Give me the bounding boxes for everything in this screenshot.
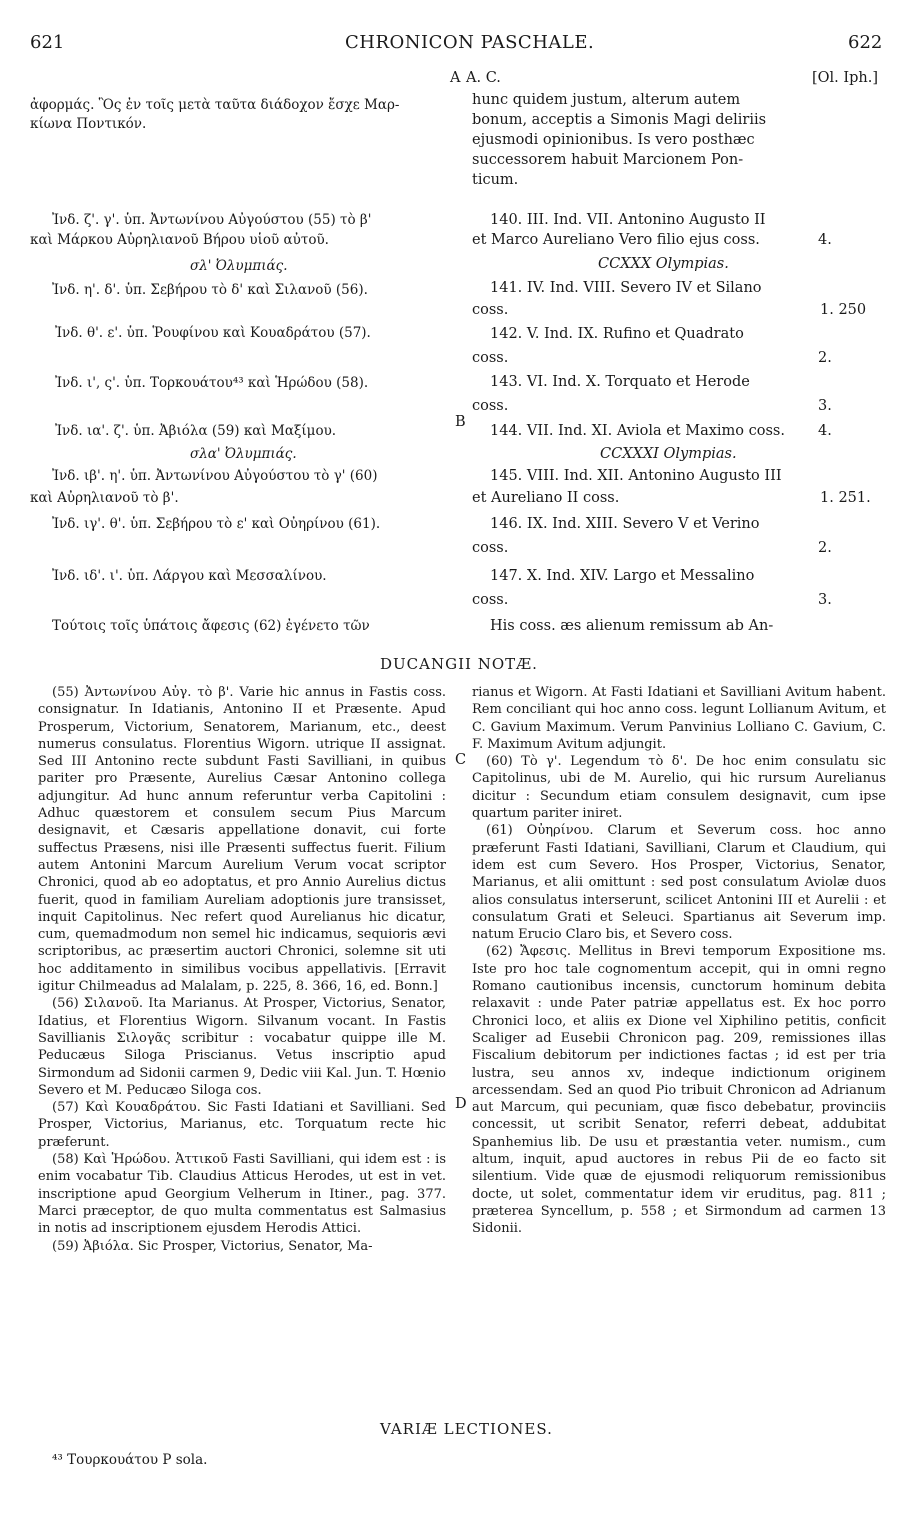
latin-line: 142. V. Ind. IX. Rufino et Quadrato [490,326,744,342]
margin-marker-a: A [450,70,461,86]
latin-line: 141. IV. Ind. VIII. Severo IV et Silano [490,280,762,296]
latin-olympiad-heading: CCXXXI Olympias. [600,446,737,462]
page-number-right: 622 [848,32,883,53]
margin-number: 3. [818,592,832,608]
column-head-ac: A. C. [466,70,501,86]
greek-line: Ἰνδ. ια'. ζ'. ὑπ. Ἀβιόλα (59) καὶ Μαξίμου. [55,423,337,439]
latin-line: bonum, acceptis a Simonis Magi deliriis [472,112,767,128]
latin-olympiad-heading: CCXXX Olympias. [598,256,729,272]
latin-line: coss. [472,540,509,556]
margin-number: 1. 251. [820,490,871,506]
greek-olympiad-heading: σλα' Ὀλυμπιάς. [190,446,297,462]
greek-line: Ἰνδ. ζ'. γ'. ὑπ. Ἀντωνίνου Αὐγούστου (55) τὸ β' [52,212,372,228]
latin-line: coss. [472,350,509,366]
latin-line: successorem habuit Marcionem Pon- [472,152,744,168]
latin-line: 144. VII. Ind. XI. Aviola et Maximo coss. [490,423,785,439]
note-paragraph: (56) Σιλανοῦ. Ita Marianus. At Prosper, Victorius, Senator, Idatius, et Florentius Wigorn. Silvanum vocant. In Fastis Savillianis Σιλογᾶς scribitur : vocabatur quippe ille M. Peducæus Siloga Priscianus. Vetus inscriptio apud Sirmondum ad Sidonii carmen 9, Dedic viii Kal. Jun. T. Hœnio Severo et M. Peducæo Siloga cos. [38,996,446,1098]
greek-line: Ἰνδ. ιγ'. θ'. ὑπ. Σεβήρου τὸ ε' καὶ Οὐηρίνου (61). [52,516,381,532]
notes-left-column [38,684,446,1255]
page-number-left: 621 [30,32,65,53]
greek-line: καὶ Μάρκου Αὐρηλιανοῦ Βήρου υἱοῦ αὐτοῦ. [30,232,329,248]
note-paragraph: (55) Ἀντωνίνου Αὐγ. τὸ β'. Varie hic annus in Fastis coss. consignatur. In Idatianis, Antonino II et Præsente. Apud Prosperum, Victorium, Senatorem, Marianum, etc., deest numerus consulatus. Florentius Wigorn. utrique II assignat. Sed III Antonino recte subdunt Fasti Savilliani, in quibus pariter pro Præsente, Aurelius Cæsar Antonino collega adjungitur. Ad hunc annum referuntur verba Capitolini : Adhuc quæstorem et consulem secum Pius Marcum designavit, et Cæsaris appellatione donavit, cui forte suffectus Præsens, nisi ille Præsenti suffectus fuerit. Filium autem Antonini Marcum Aurelium Verum vocat scriptor Chronici, quod ab eo adoptatus, et pro Annio Aurelius dictus fuerit, quod in familiam Aureliam adoptionis jure transisset, inquit Capitolinus. Nec refert quod Aurelianus hic dicatur, cum, quemadmodum non semel hic indicamus, sequioris ævi scriptoribus, ac præsertim auctori Chronici, solemne sit uti hoc additamento in similibus vocibus appellativis. [Erravit igitur Chilmeadus ad Malalam, p. 225, 8. 366, 16, ed. Bonn.] [38,685,446,995]
latin-line: 145. VIII. Ind. XII. Antonino Augusto III [490,468,782,484]
notes-title: DUCANGII NOTÆ. [380,655,538,673]
latin-line: coss. [472,398,509,414]
variant-reading-note: ⁴³ Τουρκουάτου P sola. [52,1452,208,1468]
variae-lectiones-title: VARIÆ LECTIONES. [380,1420,553,1438]
latin-line: 146. IX. Ind. XIII. Severo V et Verino [490,516,760,532]
margin-number: 3. [818,398,832,414]
latin-line: 143. VI. Ind. X. Torquato et Herode [490,374,750,390]
running-title: CHRONICON PASCHALE. [345,32,595,53]
greek-line: Τούτοις τοῖς ὑπάτοις ἄφεσις (62) ἐγένετο τῶν [52,618,370,634]
note-paragraph: (62) Ἄφεσις. Mellitus in Brevi temporum Expositione ms. Iste pro hoc tale cognomentum accepit, qui in omni regno Romano cautionibus incensis, cunctorum hominum debita relaxavit : unde Pater patriæ appellatus est. Ex hoc porro Chronici loco, et aliis ex Dione vel Xiphilino petitis, conficit Scaliger ad Eusebii Chronicon pag. 209, remissiones illas Fiscalium debitorum per indictiones factas ; id est per tria lustra, seu annos xv, indeque indictionum originem arcessendam. Sed an quod Pio tribuit Chronicon ad Adrianum aut Marcum, qui pecuniam, quæ fisco debebatur, provinciis concessit, ut scribit Senator, referri debeat, addubitat Spanhemius lib. De usu et præstantia veter. numism., cum altum, inquit, apud auctores in rebus Pii de eo facto sit silentium. Vide quæ de ejusmodi reliquorum remissionibus docte, ut solet, commentatur idem vir eruditus, pag. 811 ; præterea Syncellum, p. 558 ; et Sirmondum ad carmen 13 Sidonii. [472,944,886,1237]
greek-line: Ἰνδ. θ'. ε'. ὑπ. Ῥουφίνου καὶ Κουαδράτου (57). [55,325,371,341]
latin-line: ticum. [472,172,519,188]
greek-line: κίωνα Ποντικόν. [30,116,147,132]
latin-line: et Marco Aureliano Vero filio ejus coss. [472,232,760,248]
latin-line: ejusmodi opinionibus. Is vero posthæc [472,132,755,148]
note-paragraph: (60) Τὸ γ'. Legendum τὸ δ'. De hoc enim consulatu sic Capitolinus, ubi de M. Aurelio, qui hic rursum Aurelianus dicitur : Secundum etiam consulem designavit, cum ipse quartum pariter iniret. [472,754,886,822]
olympiad-head: [Ol. Iph.] [812,70,879,86]
note-paragraph: (57) Καὶ Κουαδράτου. Sic Fasti Idatiani et Savilliani. Sed Prosper, Victorius, Marianus, etc. Torquatum recte hic præferunt. [38,1100,446,1150]
greek-line: καὶ Αὐρηλιανοῦ τὸ β'. [30,490,179,506]
latin-line: coss. [472,302,509,318]
margin-number: 2. [818,350,832,366]
note-paragraph: rianus et Wigorn. At Fasti Idatiani et Savilliani Avitum habent. Rem conciliant qui hoc anno coss. legunt Lollianum Avitum, et C. Gavium Maximum. Verum Panvinius Lolliano C. Gavium, C. F. Maximum Avitum adjungit. [472,685,886,752]
latin-line: hunc quidem justum, alterum autem [472,92,741,108]
margin-number: 2. [818,540,832,556]
margin-marker-d: D [455,1096,467,1112]
margin-number: 1. 250 [820,302,867,318]
latin-line: coss. [472,592,509,608]
greek-olympiad-heading: σλ' Ὀλυμπιάς. [190,258,288,274]
latin-line: 140. III. Ind. VII. Antonino Augusto II [490,212,766,228]
latin-line: 147. X. Ind. XIV. Largo et Messalino [490,568,755,584]
note-paragraph: (58) Καὶ Ἡρώδου. Ἀττικοῦ Fasti Savilliani, qui idem est : is enim vocabatur Tib. Claudius Atticus Herodes, ut est in vet. inscriptione apud Georgium Velherum in Itiner., pag. 377. Marci præceptor, de quo multa commentatus est Salmasius in notis ad inscriptionem ejusdem Herodis Attici. [38,1152,446,1237]
latin-line: His coss. æs alienum remissum ab An- [490,618,774,634]
greek-line: ἀφορμάς. Ὃς ἐν τοῖς μετὰ ταῦτα διάδοχον ἔσχε Μαρ- [30,97,400,113]
margin-marker-b: B [455,414,466,430]
greek-line: Ἰνδ. η'. δ'. ὑπ. Σεβήρου τὸ δ' καὶ Σιλανοῦ (56). [52,282,368,298]
notes-right-column [472,684,886,1238]
margin-marker-c: C [455,752,467,768]
note-paragraph: (61) Οὐηρίνου. Clarum et Severum coss. hoc anno præferunt Fasti Idatiani, Savilliani, Clarum et Claudium, qui idem est cum Severo. Hos Prosper, Victorius, Senator, Marianus, et alii omittunt : sed post consulatum Aviolæ duos alios consulatus interserunt, scilicet Antonini III et Aurelii : et consulatum Grati et Seleuci. Spartianus ait Severum imp. natum Erucio Claro bis, et Severo coss. [472,823,886,943]
greek-line: Ἰνδ. ιδ'. ι'. ὑπ. Λάργου καὶ Μεσσαλίνου. [52,568,327,584]
greek-line: Ἰνδ. ιβ'. η'. ὑπ. Ἀντωνίνου Αὐγούστου τὸ γ' (60) [52,468,378,484]
margin-number: 4. [818,232,832,248]
latin-line: et Aureliano II coss. [472,490,620,506]
greek-line: Ἰνδ. ι', ς'. ὑπ. Τορκουάτου⁴³ καὶ Ἡρώδου (58). [55,375,369,391]
note-paragraph: (59) Ἀβιόλα. Sic Prosper, Victorius, Senator, Ma- [52,1238,373,1254]
margin-number: 4. [818,423,832,439]
